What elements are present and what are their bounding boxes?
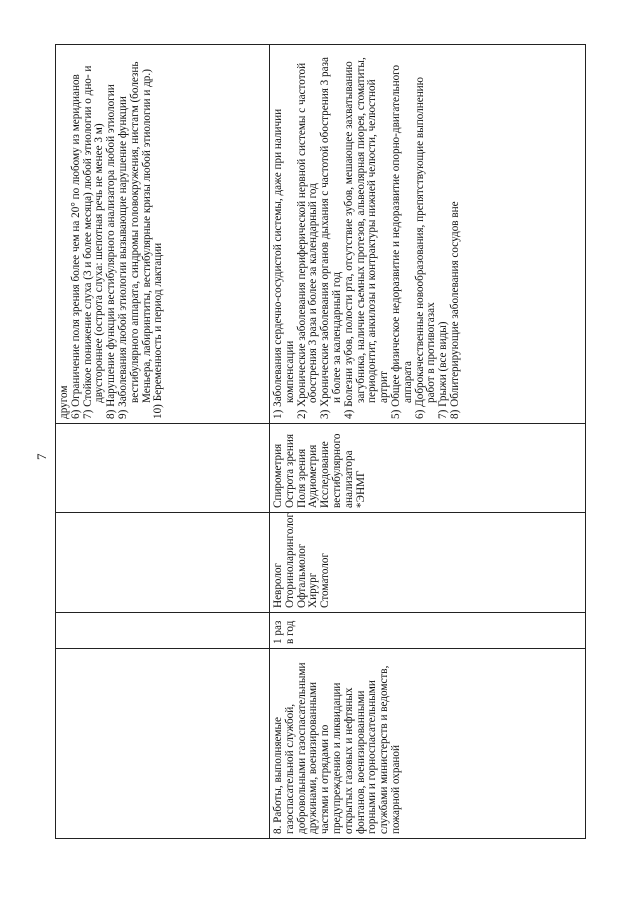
doctor-item: Оториноларинголог <box>283 512 296 608</box>
list-item: 9) Заболевания любой этиологии вызывающие нарушение функции вестибулярного аппарата, синдромы головокружения, нистагм (болезнь Меньера, лабиринтиты, вестибулярные кризы любой этиологии и др.) <box>116 61 153 419</box>
cell-exams-empty <box>56 424 270 513</box>
cell-contraindications <box>270 45 586 424</box>
contraindications-list <box>273 49 462 419</box>
list-item: 5) Общее физическое недоразвитие и недоразвитие опорно-двигательного аппарата <box>389 64 414 419</box>
list-item: 7) Грыжи (все виды) <box>437 321 450 419</box>
list-item: 2) Хронические заболевания периферической нервной системы с частотой обострения 3 раза и более за календарный год <box>295 62 320 419</box>
list-item: 8) Нарушение функции вестибулярного анализатора любой этиологии <box>105 84 118 419</box>
list-item: 8) Облитерирующие заболевания сосудов вне <box>448 201 461 419</box>
exam-item: Аудиометрия <box>307 444 320 508</box>
list-item: 4) Болезни зубов, полости рта, отсутствие зубов, мешающее захватыванию загубника, наличие съемных протезов, альвеолярная пиорея, стоматиты, периодонтит, анкилозы и контрактуры нижней челюсти, челюстной артрит <box>342 57 391 419</box>
list-item: 10) Беременность и период лактации <box>152 242 165 419</box>
table-row-work-8 <box>270 45 586 839</box>
cell-doctors <box>270 513 586 613</box>
contraindications-intro: другом <box>58 385 70 419</box>
exam-item: Исследование вестибулярного анализатора <box>319 433 355 508</box>
list-item: 6) Ограничение поля зрения более чем на 20° по любому из меридианов <box>69 74 82 419</box>
contraindications-list <box>71 49 165 419</box>
page-number: 7 <box>34 453 49 460</box>
cell-exams <box>270 424 586 513</box>
exam-item: Поля зрения <box>295 448 308 508</box>
cell-work-empty <box>56 649 270 839</box>
list-item: 3) Хронические заболевания органов дыхания с частотой обострения 3 раза и более за календарный год <box>319 57 343 419</box>
exam-item: Спирометрия <box>272 443 284 508</box>
cell-frequency-empty <box>56 613 270 649</box>
cell-frequency: 1 раз в год <box>270 613 586 649</box>
list-item: 7) Стойкое понижение слуха (3 и более месяца) любой этиологии о дно- и двустороннее (острота слуха: шепотная речь не менее 3 м) <box>81 65 106 419</box>
exam-item: *ЭНМГ <box>354 470 367 508</box>
cell-contraindications <box>56 45 270 424</box>
doctor-item: Офтальмолог <box>295 543 308 608</box>
exam-item: Острота зрения <box>283 434 296 508</box>
doctor-item: Стоматолог <box>319 552 332 608</box>
doctor-item: Невролог <box>272 562 284 608</box>
list-item: 6) Доброкачественные новообразования, препятствующие выполнению работ в противогазах <box>413 76 438 419</box>
cell-doctors-empty <box>56 513 270 613</box>
cell-work-description: 8. Работы, выполняемые газоспасательной службой, добровольными газоспасательными дружинами, военизированными частями и отрядами по предупреждению и ликвидации открытых газовых и нефтяных фонтанов, военизированными горными и горноспасательными службами министерств и ведомств, пожарной охраной <box>270 649 586 839</box>
list-item: 1) Заболевания сердечно-сосудистой системы, даже при наличии компенсации <box>272 108 296 419</box>
table-row-continued <box>56 45 270 839</box>
doctor-item: Хирург <box>307 572 320 608</box>
medical-requirements-table <box>55 44 586 839</box>
